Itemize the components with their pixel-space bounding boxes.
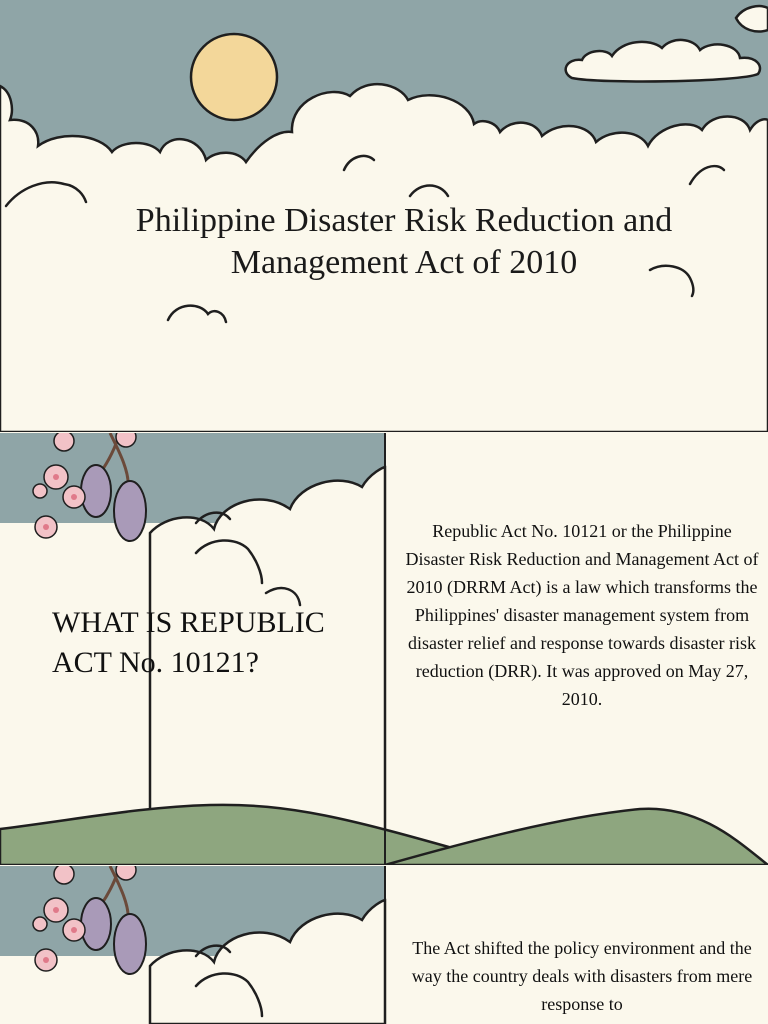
panel-divider — [384, 433, 386, 865]
sun-icon — [191, 34, 277, 120]
panel-divider — [384, 866, 386, 1024]
hill-right — [385, 809, 768, 865]
definition-slide — [0, 433, 768, 865]
definition-paragraph: Republic Act No. 10121 or the Philippine Disaster Risk Reduction and Management Act of 2010 (DRRM Act) is a law which transforms the Philippines' disaster management system from disaster relief and response towards disaster risk reduction (DRR). It was approved on May 27, 2010. — [405, 521, 759, 709]
policy-paragraph: The Act shifted the policy environment and the way the country deals with disasters from mere response to — [411, 938, 753, 1014]
title-slide — [0, 0, 768, 432]
presentation-title: Philippine Disaster Risk Reduction and Management Act of 2010 — [135, 202, 673, 281]
hill-left — [0, 805, 470, 865]
section-heading: WHAT IS REPUBLIC ACT No. 10121? — [52, 606, 325, 679]
policy-shift-slide — [0, 866, 768, 1024]
